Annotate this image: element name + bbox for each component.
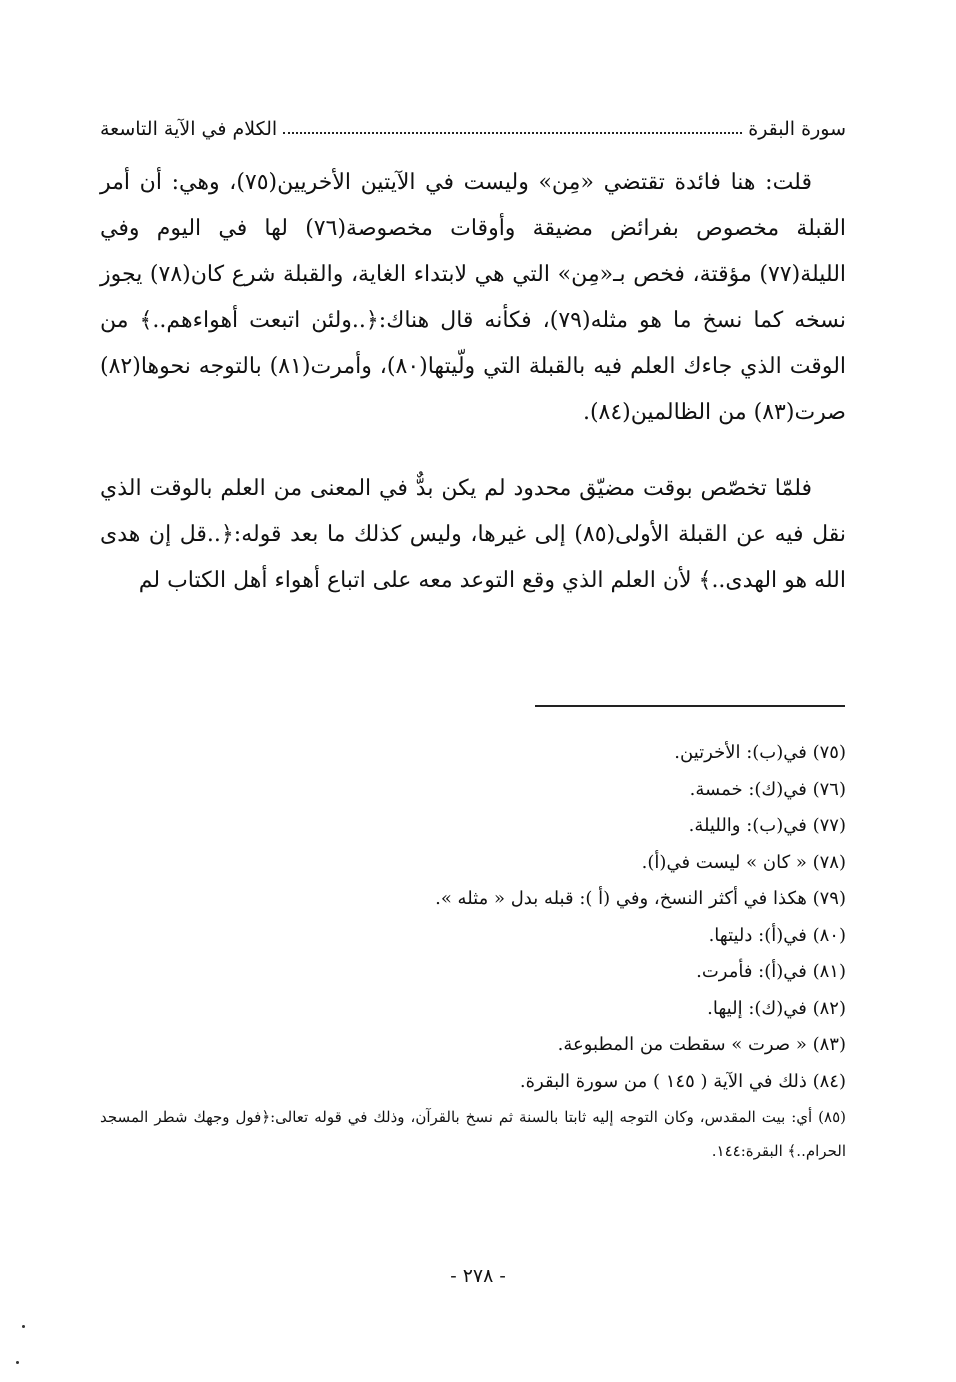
- header-surah-title: سورة البقرة: [748, 118, 846, 140]
- page-number: - ٢٧٨ -: [450, 1265, 506, 1287]
- footnote-79: (٧٩) هكذا في أكثر النسخ، وفي (أ ): قبله بدل « مثله ».: [435, 888, 846, 909]
- footnote-83: (٨٣) « صرت » سقطت من المطبوعة.: [557, 1034, 846, 1055]
- footnote-85: (٨٥) أي: بيت المقدس، وكان التوجه إليه ثابتا بالسنة ثم نسخ بالقرآن، وذلك في قوله تعالى:﴿فول وجهك شطر المسجد الحرام..﴾ البقرة:١٤٤.: [100, 1108, 846, 1160]
- footnote-75: (٧٥) في(ب): الأخرتين.: [674, 742, 846, 763]
- paragraph-1: قلت: هنا فائدة تقتضي «مِن» وليست في الآيتين الأخريين(٧٥)، وهي: أن أمر القبلة مخصوص بفرائض مضيقة وأوقات مخصوصة(٧٦) لها في اليوم وفي الليلة(٧٧) مؤقتة، فخص بـ«مِن» التي هي لابتداء الغاية، والقبلة شرع كان(٧٨) يجوز نسخه كما نسخ ما هو مثله(٧٩)، فكأنه قال هناك:﴿..ولئن اتبعت أهواءهم..﴾ من الوقت الذي جاءك العلم فيه بالقبلة التي ولّيتها(٨٠)، وأمرت(٨١) بالتوجه نحوها(٨٢) صرت(٨٣) من الظالمين(٨٤).: [100, 170, 847, 425]
- footnote-separator: [535, 705, 845, 707]
- footnote-78: (٧٨) « كان » ليست في(أ).: [641, 851, 846, 873]
- running-header: [100, 112, 846, 146]
- scan-speck: [22, 1325, 25, 1328]
- footnotes: [100, 735, 846, 1168]
- paragraph-2: فلمّا تخصّص بوقت مضيّق محدود لم يكن بدٌّ في المعنى من العلم بالوقت الذي نقل فيه عن القبلة الأولى(٨٥) إلى غيرها، وليس كذلك ما بعد قوله:﴿..قل إن هدى الله هو الهدى..﴾ لأن العلم الذي وقع التوعد معه على اتباع أهواء أهل الكتاب لم: [100, 476, 846, 593]
- footnote-82: (٨٢) في(ك): إليها.: [707, 997, 846, 1019]
- footnote-76: (٧٦) في(ك): خمسة.: [689, 778, 846, 800]
- footnote-81: (٨١) في(أ): فأمرت.: [696, 961, 846, 982]
- footnote-84: (٨٤) ذلك في الآية ( ١٤٥ ) من سورة البقرة.: [519, 1070, 846, 1092]
- header-section-title: الكلام في الآية التاسعة: [100, 118, 278, 140]
- header-dot-leader: [283, 120, 742, 134]
- scan-speck: [16, 1361, 19, 1364]
- footnote-77: (٧٧) في(ب): والليلة.: [688, 815, 846, 836]
- main-text: [100, 160, 846, 604]
- footnote-80: (٨٠) في(أ): دليتها.: [708, 924, 846, 946]
